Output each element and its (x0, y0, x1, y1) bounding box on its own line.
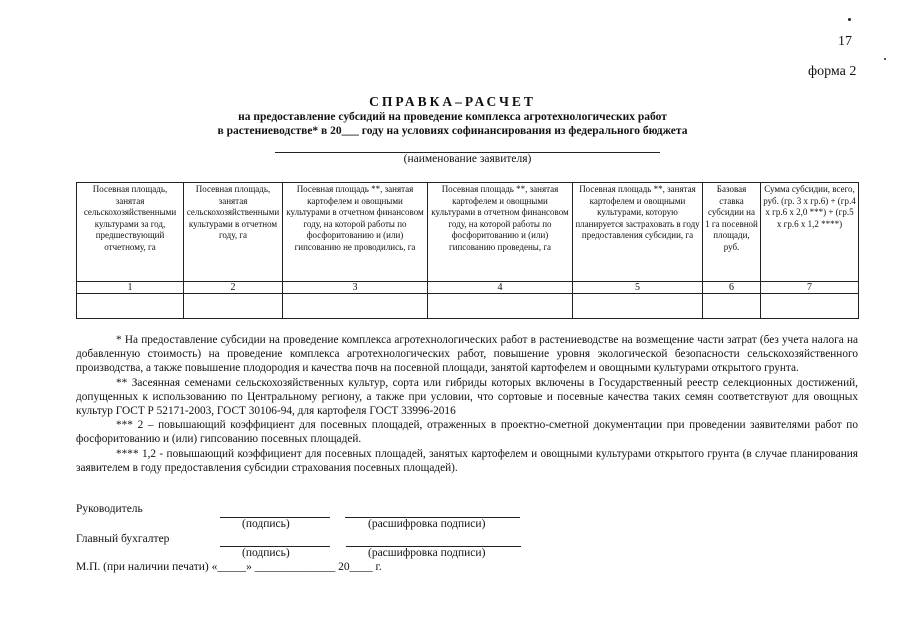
head-signature-caption: (подпись) (242, 518, 290, 530)
footnote-1: * На предоставление субсидии на проведение комплекса агротехнологических работ в растениеводстве на возмещение части затрат (без учета налога на добавленную стоимость) на проведение комплекса агротехнологических работ, повышение уровня экологической безопасности сельскохозяйственного производства, а также повышение плодородия и качества почв на посевной площади, занятой картофелем и овощными культурами открытого грунта. (76, 334, 858, 375)
accountant-label: Главный бухгалтер (76, 533, 170, 545)
column-number: 5 (573, 282, 703, 294)
document-subtitle-line2: в растениеводстве* в 20___ году на условиях софинансирования из федерального бюджета (217, 125, 688, 137)
column-number: 6 (703, 282, 761, 294)
column-header: Базовая ставка субсидии на 1 га посевной площади, руб. (703, 183, 761, 282)
accountant-signature-caption: (подпись) (242, 547, 290, 559)
page-number: 17 (838, 34, 852, 49)
column-number-row (77, 282, 859, 294)
table-cell[interactable] (703, 294, 761, 319)
column-number: 4 (428, 282, 573, 294)
table-cell[interactable] (573, 294, 703, 319)
head-label: Руководитель (76, 503, 143, 515)
document-subtitle-line1: на предоставление субсидий на проведение комплекса агротехнологических работ (238, 111, 667, 123)
column-header: Посевная площадь **, занятая картофелем и овощными культурами в отчетном финансовом году, на которой работы по фосфоритованию и (или) гипсованию проведены, га (428, 183, 573, 282)
table-header-row (77, 183, 859, 282)
column-header: Посевная площадь **, занятая картофелем и овощными культурами в отчетном финансовом году, на которой работы по фосфоритованию и (или) гипсованию не проводились, га (283, 183, 428, 282)
footnote-4: **** 1,2 - повышающий коэффициент для посевных площадей, занятых картофелем и овощными культурами открытого грунта (в случае планирования заявителем в году предоставления субсидии страхования посевных площадей). (76, 447, 858, 474)
column-number: 1 (77, 282, 184, 294)
column-number: 3 (283, 282, 428, 294)
stamp-date-line[interactable]: М.П. (при наличии печати) «_____» ______________ 20____ г. (76, 561, 382, 573)
column-number: 2 (184, 282, 283, 294)
accountant-decoding-caption: (расшифровка подписи) (368, 547, 486, 559)
footnotes (76, 333, 858, 475)
column-header: Сумма субсидии, всего, руб. (гр. 3 х гр.6) + (гр.4 х гр.6 х 2,0 ***) + (гр.5 х гр.6 х 1,2 ****) (761, 183, 859, 282)
column-header: Посевная площадь, занятая сельскохозяйственными культурами за год, предшествующий отчетному, га (77, 183, 184, 282)
footnote-3: *** 2 – повышающий коэффициент для посевных площадей, отраженных в проектно-сметной документации при проведении заявителями работ по фосфоритованию и (или) гипсованию посевных площадей. (76, 419, 858, 446)
scan-speck (884, 58, 886, 60)
head-decoding-caption: (расшифровка подписи) (368, 518, 486, 530)
table-row (77, 294, 859, 319)
table-cell[interactable] (184, 294, 283, 319)
table-cell[interactable] (761, 294, 859, 319)
form-label: форма 2 (808, 64, 857, 79)
table-cell[interactable] (77, 294, 184, 319)
column-header: Посевная площадь **, занятая картофелем и овощными культурами, которую планируется застраховать в году предоставления субсидии, га (573, 183, 703, 282)
document-title: СПРАВКА–РАСЧЕТ (369, 94, 536, 109)
table-cell[interactable] (428, 294, 573, 319)
column-header: Посевная площадь, занятая сельскохозяйственными культурами в отчетном году, га (184, 183, 283, 282)
applicant-caption: (наименование заявителя) (403, 153, 532, 165)
scan-speck (848, 18, 851, 21)
subsidy-table (76, 182, 859, 319)
table-cell[interactable] (283, 294, 428, 319)
footnote-2: ** Засеянная семенами сельскохозяйственных культур, сорта или гибриды которых включены в Государственный реестр селекционных достижений, допущенных к использованию по Центральному региону, а также при условии, что сортовые и посевные качества таких семян соответствуют для овощных культур ГОСТ Р 52171-2003, ГОСТ 30106-94, для картофеля ГОСТ 33996-2016 (76, 376, 858, 418)
column-number: 7 (761, 282, 859, 294)
